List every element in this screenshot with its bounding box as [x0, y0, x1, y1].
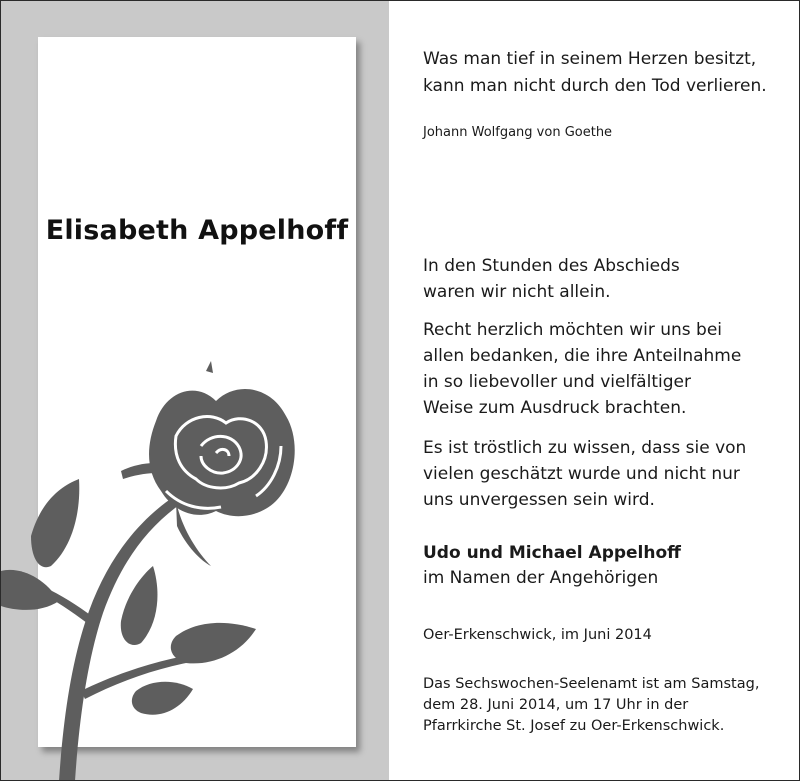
- thanks-p2-line-3: in so liebevoller und vielfältiger: [423, 372, 691, 392]
- thanks-p2-line-4: Weise zum Ausdruck brachten.: [423, 398, 687, 418]
- deceased-name: Elisabeth Appelhoff: [45, 215, 349, 246]
- service-line-1: Das Sechswochen-Seelenamt ist am Samstag,: [423, 676, 760, 692]
- quote-line-2: kann man nicht durch den Tod verlieren.: [423, 76, 767, 96]
- quote-line-1: Was man tief in seinem Herzen besitzt,: [423, 49, 757, 69]
- service-line-3: Pfarrkirche St. Josef zu Oer-Erkenschwick.: [423, 718, 725, 734]
- place-date: Oer-Erkenschwick, im Juni 2014: [423, 627, 652, 643]
- thanks-p1-line-2: waren wir nicht allein.: [423, 282, 611, 302]
- service-line-2: dem 28. Juni 2014, um 17 Uhr in der: [423, 697, 689, 713]
- rose-icon: [1, 361, 391, 781]
- thanks-p3-line-1: Es ist tröstlich zu wissen, dass sie von: [423, 438, 747, 458]
- quote-author: Johann Wolfgang von Goethe: [423, 125, 613, 140]
- thanks-p1-line-1: In den Stunden des Abschieds: [423, 256, 680, 276]
- thanks-p2-line-1: Recht herzlich möchten wir uns bei: [423, 320, 723, 340]
- thanks-p2-line-2: allen bedanken, die ihre Anteilnahme: [423, 346, 742, 366]
- thanks-p3-line-3: uns unvergessen sein wird.: [423, 490, 655, 510]
- signature-subtitle: im Namen der Angehörigen: [423, 568, 659, 588]
- thanks-p3-line-2: vielen geschätzt wurde und nicht nur: [423, 464, 740, 484]
- signature-names: Udo und Michael Appelhoff: [423, 543, 681, 563]
